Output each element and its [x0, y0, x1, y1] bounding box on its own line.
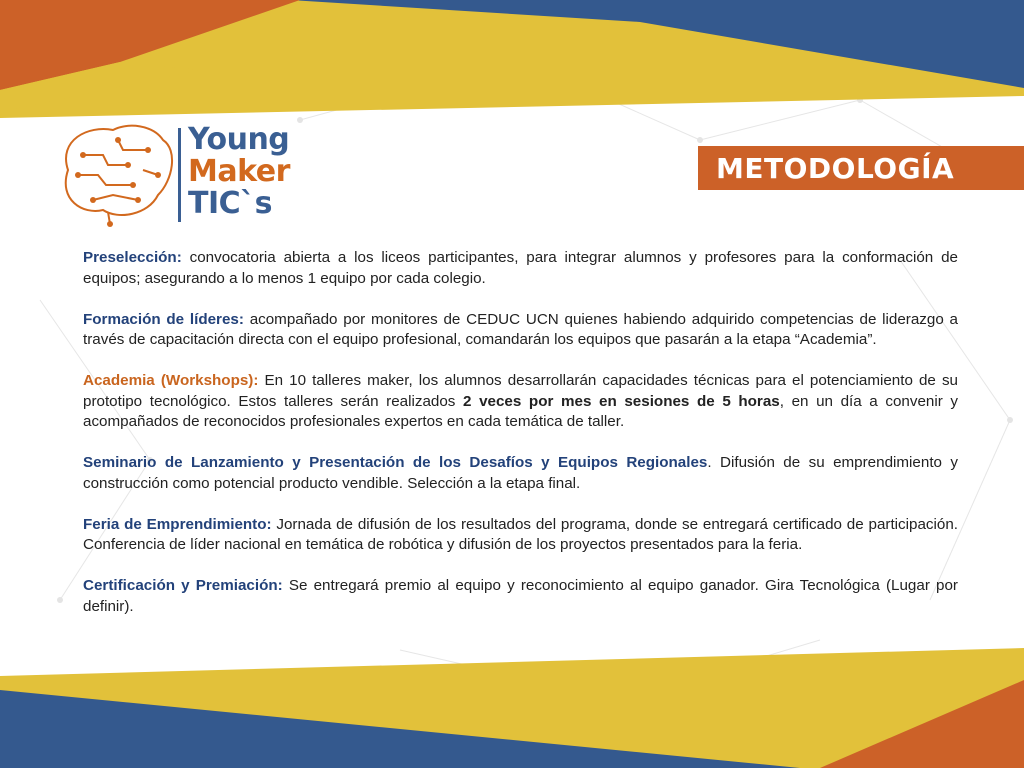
logo-line-maker: Maker	[188, 154, 290, 189]
heading-seminario: Seminario de Lanzamiento y Presentación de los Desafíos y Equipos Regionales	[83, 454, 708, 471]
heading-certificacion: Certificación y Premiación:	[83, 577, 283, 594]
text-seminario: . Difusión de su emprendimiento y construcción como potencial producto vendible. Selección a la etapa final.	[83, 454, 958, 492]
paragraph-preseleccion	[83, 248, 958, 289]
heading-feria: Feria de Emprendimiento:	[83, 515, 272, 533]
text-certificacion: Se entregará premio al equipo y reconocimiento al equipo ganador. Gira Tecnológica (Lugar por definir).	[83, 577, 958, 615]
text-academia-bold: 2 veces por mes en sesiones de 5 horas	[463, 392, 780, 410]
text-preseleccion: convocatoria abierta a los liceos participantes, para integrar alumnos y profesores para la conformación de equipos; asegurando a lo menos 1 equipo por cada colegio.	[83, 249, 958, 287]
heading-academia: Academia (Workshops):	[83, 372, 259, 389]
paragraph-feria	[83, 515, 958, 556]
paragraph-academia	[83, 371, 958, 433]
paragraph-certificacion	[83, 576, 958, 617]
logo-line-young: Young	[188, 122, 290, 157]
brand-logo-text	[188, 124, 290, 220]
page-title: METODOLOGÍA	[716, 152, 955, 185]
section-banner	[698, 146, 1024, 190]
text-feria: Jornada de difusión de los resultados del programa, donde se entregará certificado de participación. Conferencia de líder nacional en temática de robótica y difusión de los proyectos presentados para la feria.	[83, 515, 958, 553]
paragraph-seminario	[83, 453, 958, 494]
logo-line-tics: TIC`s	[188, 186, 272, 221]
logo-divider	[178, 128, 181, 222]
paragraph-formacion	[83, 310, 958, 351]
methodology-content	[83, 248, 958, 638]
text-academia-a: En 10 talleres maker, los alumnos desarrollarán capacidades técnicas para el potenciamiento de su prototipo tecnológico. Estos talleres serán realizados	[83, 372, 958, 410]
heading-formacion: Formación de líderes:	[83, 310, 244, 328]
text-formacion: acompañado por monitores de CEDUC UCN quienes habiendo adquirido competencias de liderazgo a través de capacitación directa con el equipo profesional, comandarán los equipos que pasarán a la etapa “Academia”.	[83, 310, 958, 348]
heading-preseleccion: Preselección:	[83, 249, 182, 266]
text-academia-b: , en un día a convenir y acompañados de reconocidos profesionales expertos en cada temática de taller.	[83, 392, 958, 430]
